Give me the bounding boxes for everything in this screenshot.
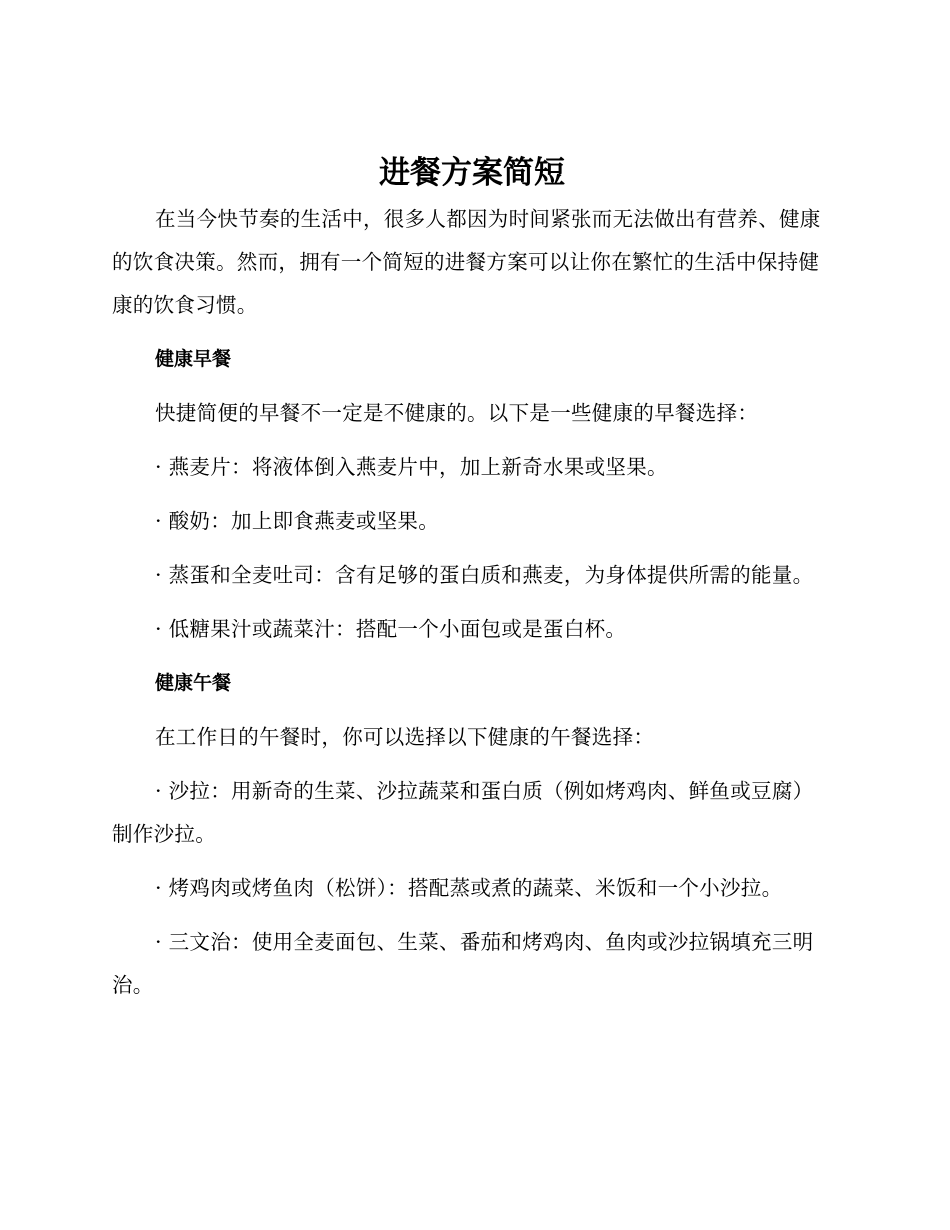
document-page (112, 148, 832, 1007)
list-item: · 蒸蛋和全麦吐司：含有足够的蛋白质和燕麦，为身体提供所需的能量。 (155, 563, 814, 587)
list-item: · 三文治：使用全麦面包、生菜、番茄和烤鸡肉、鱼肉或沙拉锅填充三明治。 (112, 930, 814, 997)
list-item: · 沙拉：用新奇的生菜、沙拉蔬菜和蛋白质（例如烤鸡肉、鲜鱼或豆腐）制作沙拉。 (112, 779, 814, 846)
document-title: 进餐方案简短 (379, 155, 565, 191)
breakfast-lead: 快捷简便的早餐不一定是不健康的。以下是一些健康的早餐选择： (155, 401, 759, 425)
list-item: · 燕麦片：将液体倒入燕麦片中，加上新奇水果或坚果。 (155, 455, 668, 479)
list-item: · 低糖果汁或蔬菜汁：搭配一个小面包或是蛋白杯。 (155, 617, 627, 641)
list-item: · 烤鸡肉或烤鱼肉（松饼）：搭配蒸或煮的蔬菜、米饭和一个小沙拉。 (155, 876, 783, 900)
lunch-lead: 在工作日的午餐时，你可以选择以下健康的午餐选择： (155, 725, 655, 749)
section-heading-breakfast: 健康早餐 (155, 348, 232, 370)
section-heading-lunch: 健康午餐 (155, 672, 232, 694)
intro-paragraph: 在当今快节奏的生活中，很多人都因为时间紧张而无法做出有营养、健康的饮食决策。然而，拥有一个简短的进餐方案可以让你在繁忙的生活中保持健康的饮食习惯。 (112, 207, 821, 317)
list-item: · 酸奶：加上即食燕麦或坚果。 (155, 509, 440, 533)
